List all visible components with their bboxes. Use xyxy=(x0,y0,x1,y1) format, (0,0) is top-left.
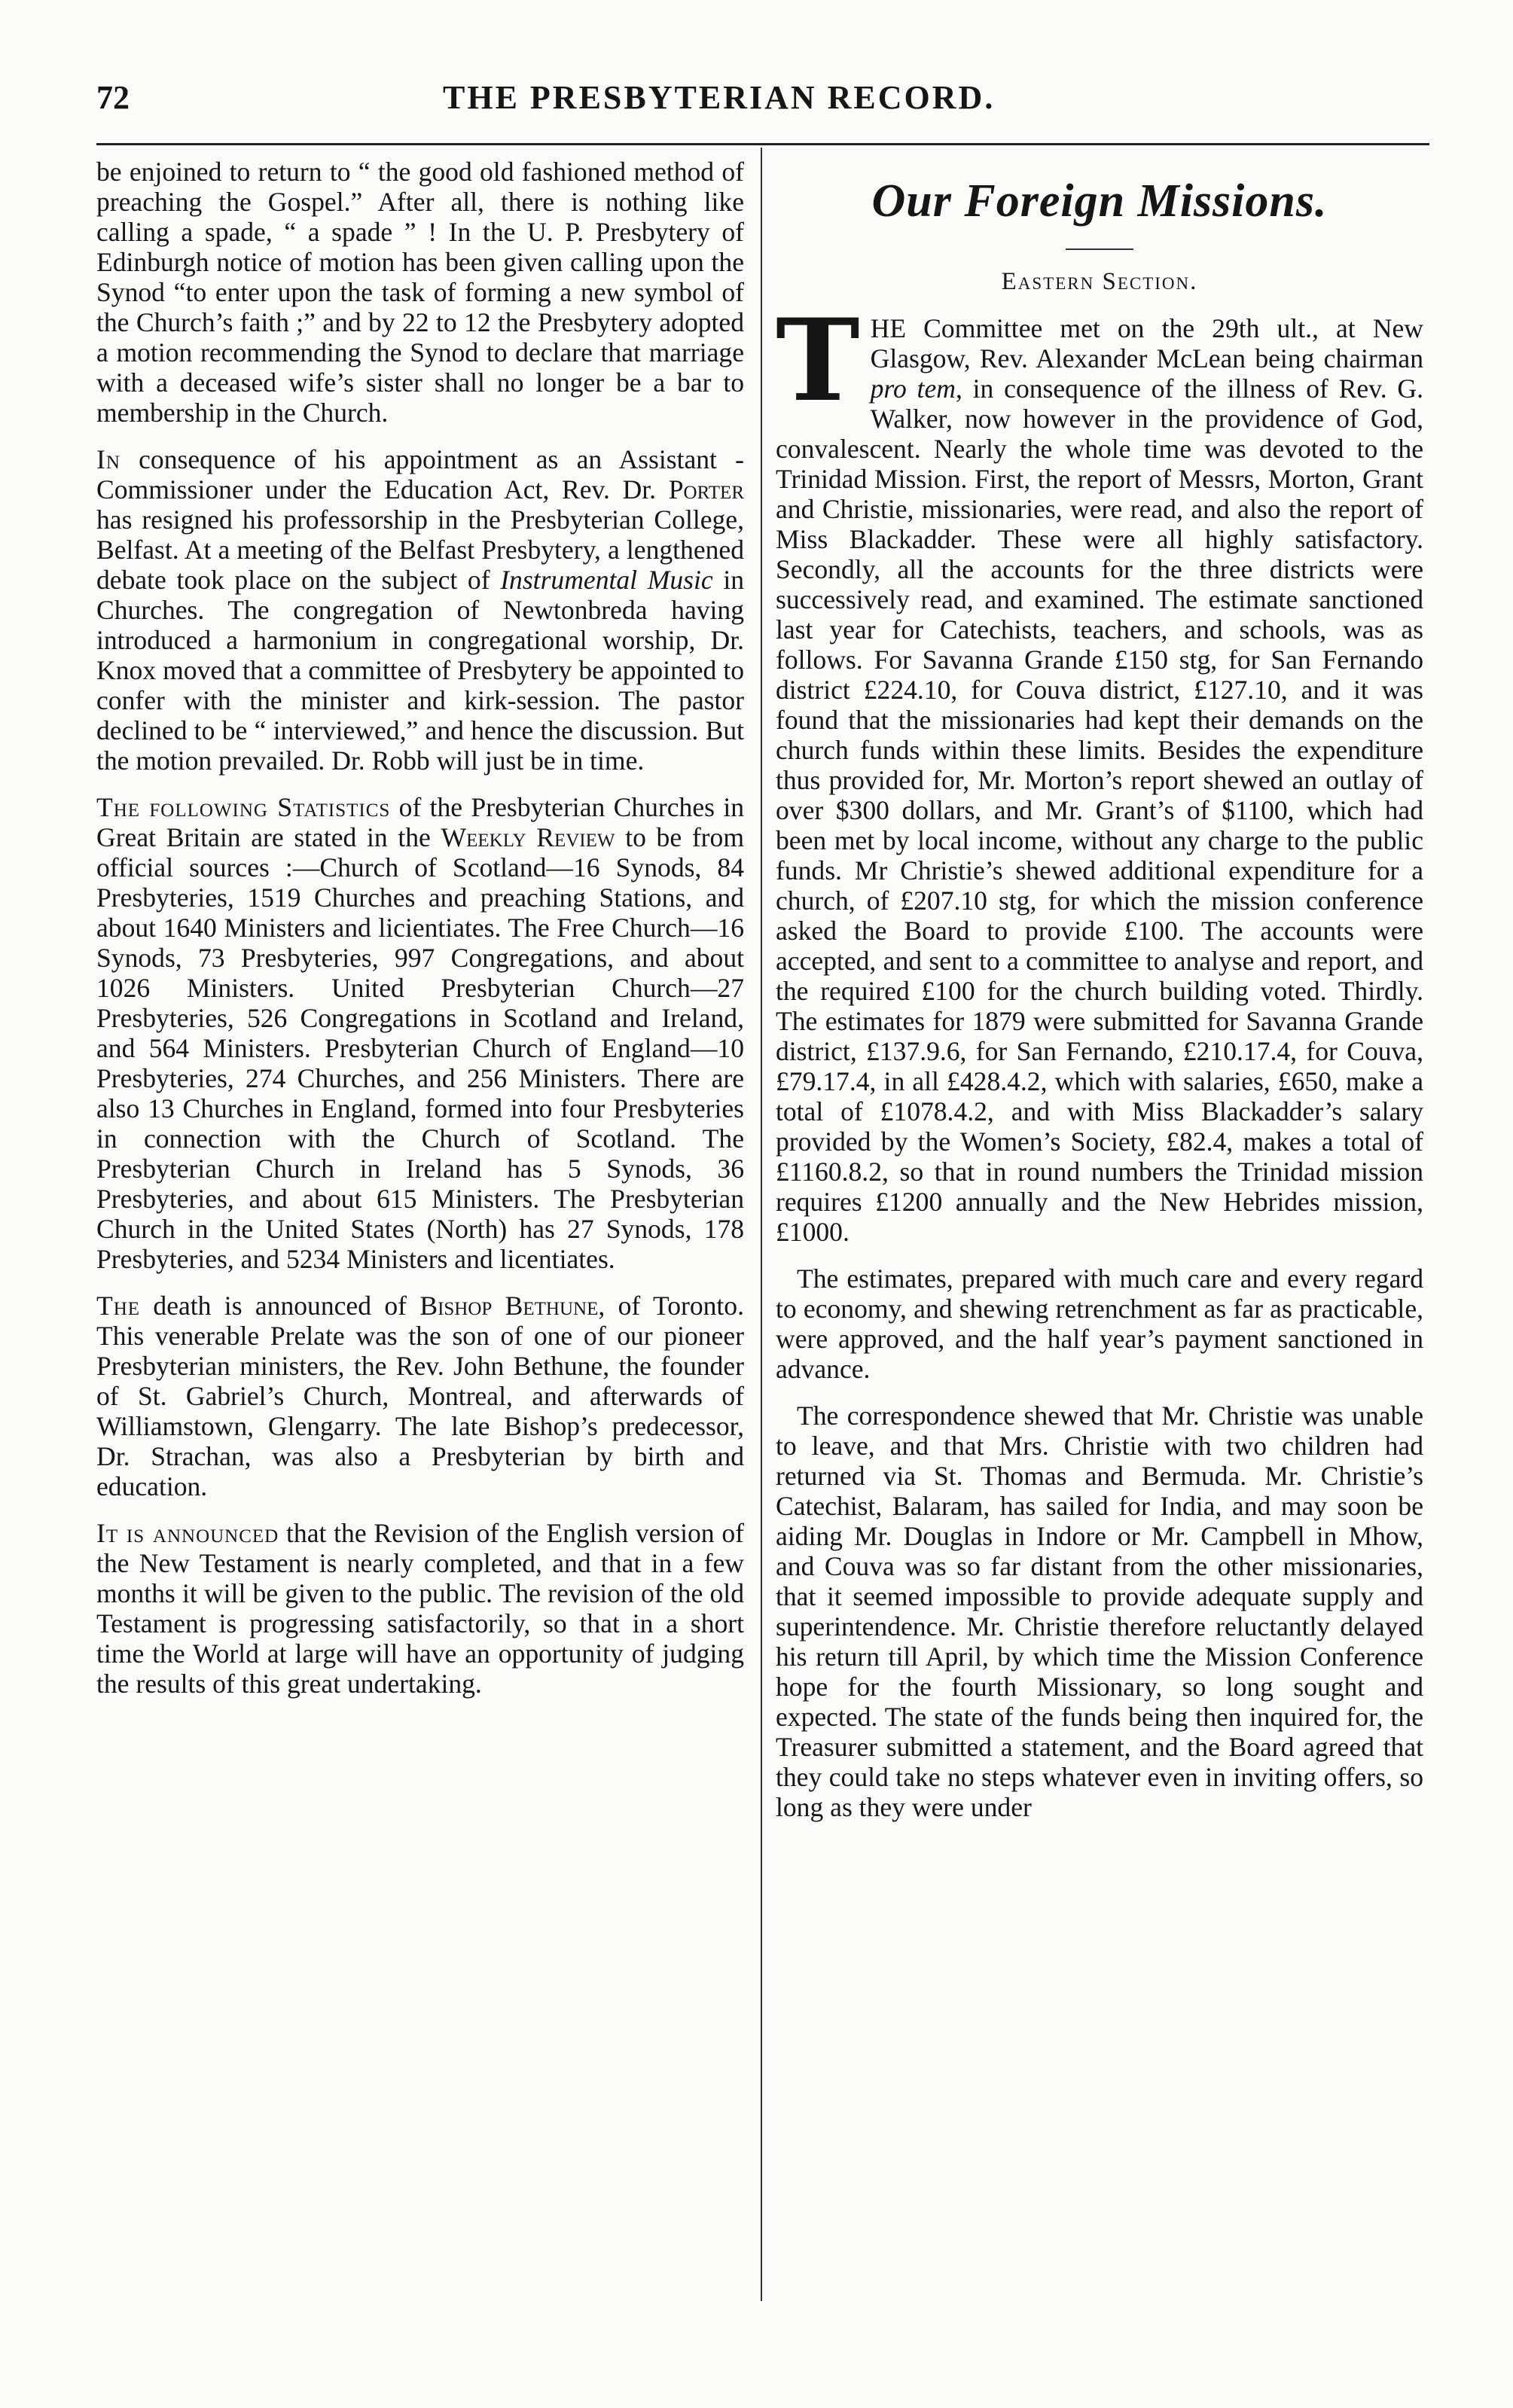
paragraph-porter-resignation xyxy=(96,444,744,776)
paragraph-edinburgh-presbytery: be enjoined to return to “ the good old fashioned method of preaching the Gospel.” After all, there is nothing like calling a spade, “ a spade ” ! In the U. P. Presbytery of Edinburgh notice of motion has been given calling upon the Synod “to enter upon the task of forming a new symbol of the Church’s faith ;” and by 22 to 12 the Presbytery adopted a motion recommending the Synod to declare that marriage with a deceased wife’s sister shall no longer be a bar to membership in the Church. xyxy=(96,157,744,428)
paragraph-lead: The following Statistics xyxy=(96,792,391,822)
paragraph-estimates: The estimates, prepared with much care and every regard to economy, and shewing retrenchment as far as practicable, were approved, and the half year’s payment sanctioned in advance. xyxy=(776,1263,1423,1384)
paragraph-text: that the Revision of the English version of the New Testament is nearly completed, and that in a few months it will be given to the public. The revision of the old Testament is progressing satisfactorily, so that in a short time the World at large will have an opportunity of judging the results of this great undertaking. xyxy=(96,1518,744,1699)
italic-term: pro tem xyxy=(870,373,956,404)
paragraph-lead: The xyxy=(96,1291,141,1321)
paragraph-text: in Churches. The congregation of Newtonbreda having introduced a harmonium in congregational worship, Dr. Knox moved that a committee of Presbytery be appointed to confer with the minister and kirk-session. The pastor declined to be “ interviewed,” and hence the discussion. But the motion prevailed. Dr. Robb will just be in time. xyxy=(96,565,744,776)
page-number: 72 xyxy=(96,79,130,116)
page-header xyxy=(96,78,1429,131)
right-column xyxy=(776,157,1423,1839)
paragraph-statistics xyxy=(96,792,744,1274)
paragraph-text: , of Toronto. This venerable Prelate was the son of one of our pioneer Presbyterian ministers, the Rev. John Bethune, the founder of St. Gabriel’s Church, Montreal, and afterwards of Williamstown, Glengarry. The late Bishop’s predecessor, Dr. Strachan, was also a Presbyterian by birth and education. xyxy=(96,1291,744,1501)
paragraph-revision xyxy=(96,1518,744,1699)
paragraph-committee-meeting xyxy=(776,294,1424,1247)
section-title: Our Foreign Missions. xyxy=(871,175,1328,227)
journal-name: Weekly Review xyxy=(441,822,615,852)
paragraph-lead: In xyxy=(96,444,120,474)
title-rule xyxy=(1066,248,1133,250)
left-column xyxy=(96,157,744,1715)
header-rule xyxy=(96,143,1429,145)
italic-term: Instrumental Music xyxy=(500,565,713,595)
running-title: THE PRESBYTERIAN RECORD. xyxy=(443,79,996,116)
paragraph-text: HE Committee met on the 29th ult., at New Glasgow, Rev. Alexander McLean being chairman xyxy=(870,313,1423,373)
paragraph-text: consequence of his appointment as an Assistant - Commissioner under the Education Act, Rev. Dr. xyxy=(96,444,744,504)
column-divider xyxy=(761,148,762,2301)
paragraph-text: of the Presbyterian Churches in Great Britain are stated in the xyxy=(96,792,744,852)
person-name: Bishop Bethune xyxy=(419,1291,599,1321)
paragraph-text: to be from official sources :—Church of Scotland—16 Synods, 84 Presbyteries, 1519 Churches and preaching Stations, and about 1640 Ministers and licientiates. The Free Church—16 Synods, 73 Presbyteries, 997 Congregations, and about 1026 Ministers. United Presbyterian Church—27 Presbyteries, 526 Congregations in Scotland and Ireland, and 564 Ministers. Presbyterian Church of England—10 Presbyteries, 274 Churches, and 256 Ministers. There are also 13 Churches in England, formed into four Presbyteries in connection with the Church of Scotland. The Presbyterian Church in Ireland has 5 Synods, 36 Presbyteries, and about 615 Ministers. The Presbyterian Church in the United States (North) has 27 Synods, 178 Presbyteries, and 5234 Ministers and licentiates. xyxy=(96,822,744,1274)
drop-cap: T xyxy=(776,294,860,427)
paragraph-bishop-bethune xyxy=(96,1291,744,1501)
paragraph-correspondence: The correspondence shewed that Mr. Christie was unable to leave, and that Mrs. Christie with two children had returned via St. Thomas and Bermuda. Mr. Christie’s Catechist, Balaram, has sailed for India, and may soon be aiding Mr. Douglas in Indore or Mr. Campbell in Mhow, and Couva was so far distant from the other missionaries, that it seemed impossible to provide adequate supply and superintendence. Mr. Christie therefore reluctantly delayed his return till April, by which time the Mission Conference hope for the fourth Missionary, so long sought and expected. The state of the funds being then inquired for, the Treasurer submitted a statement, and the Board agreed that they could take no steps whatever even in inviting offers, so long as they were under xyxy=(776,1401,1423,1822)
section-subheading: Eastern Section. xyxy=(1001,268,1198,295)
paragraph-lead: It is announced xyxy=(96,1518,279,1548)
paragraph-text: , in consequence of the illness of Rev. G. Walker, now however in the providence of God, convalescent. Nearly the whole time was devoted to the Trinidad Mission. First, the report of Messrs, Morton, Grant and Christie, missionaries, were read, and also the report of Miss Blackadder. These were all highly satisfactory. Secondly, all the accounts for the three districts were successively read, and examined. The estimate sanctioned last year for Catechists, teachers, and schools, was as follows. For Savanna Grande £150 stg, for San Fernando district £224.10, for Couva district, £127.10, and it was found that the missionaries had kept their demands on the church funds within these limits. Besides the expenditure thus provided for, Mr. Morton’s report shewed an outlay of over $300 dollars, and Mr. Grant’s of $1100, which had been met by local income, without any charge to the public funds. Mr Christie’s shewed additional expenditure for a church, of £207.10 stg, for which the mission conference asked the Board to provide £100. The accounts were accepted, and sent to a committee to analyse and report, and the required £100 for the church building voted. Thirdly. The estimates for 1879 were submitted for Savanna Grande district, £137.9.6, for San Fernando, £210.17.4, for Couva, £79.17.4, in all £428.4.2, which with salaries, £650, make a total of £1078.4.2, and with Miss Blackadder’s salary provided by the Women’s Society, £82.4, makes a total of £1160.8.2, so that in round numbers the Trinidad mission requires £1200 annually and the New Hebrides mission, £1000. xyxy=(776,373,1424,1247)
paragraph-text: has resigned his professorship in the Presbyterian College, Belfast. At a meeting of the Belfast Presbytery, a lengthened debate took place on the subject of xyxy=(96,504,744,595)
paragraph-text: death is announced of xyxy=(140,1291,420,1321)
person-name: Porter xyxy=(668,474,744,504)
